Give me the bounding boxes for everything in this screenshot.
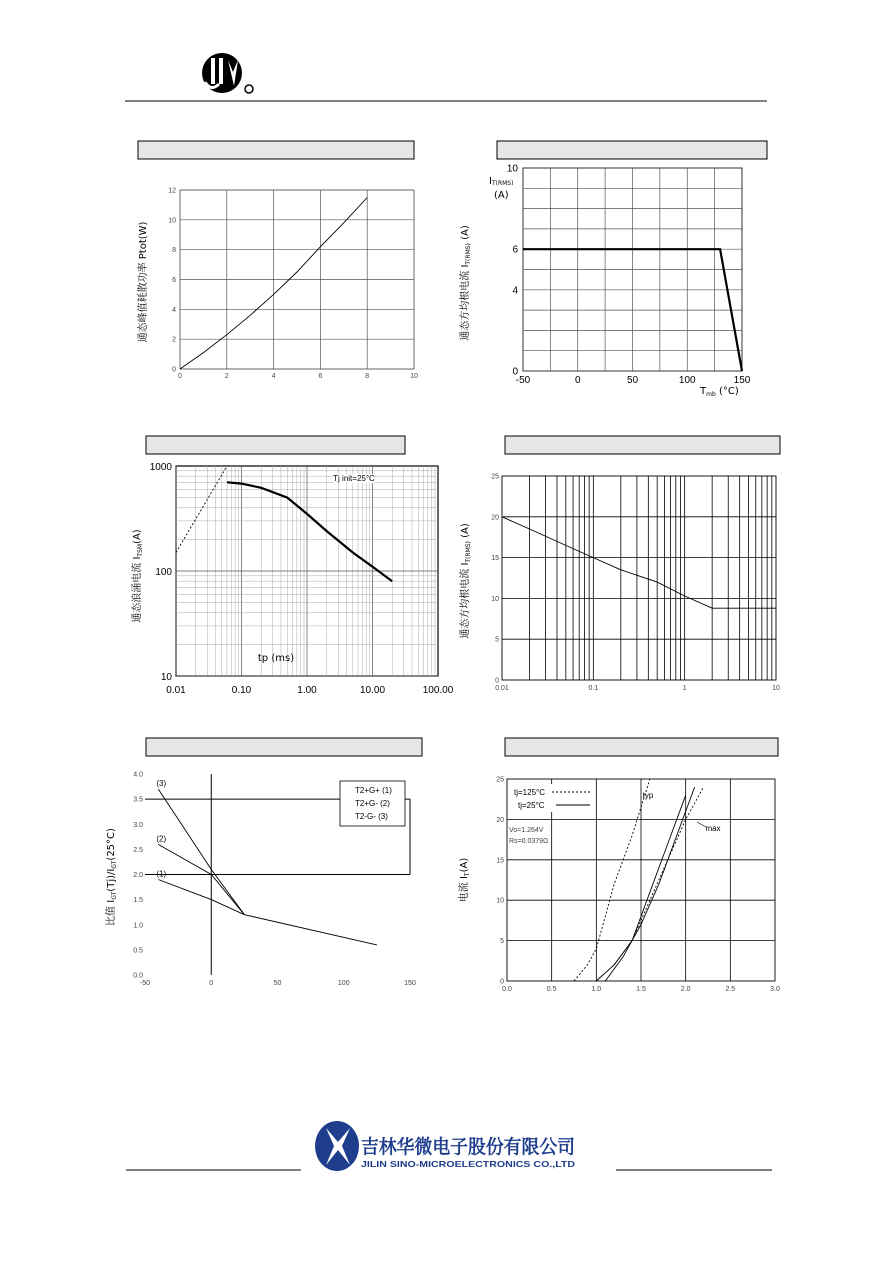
x-tick-label: 150 — [404, 980, 416, 987]
chart-igt — [104, 772, 416, 988]
y-tick-label: 4.0 — [133, 771, 143, 779]
plot-frame — [502, 476, 776, 680]
y-corner-label — [489, 176, 513, 187]
y-axis-label-part: 电流 I — [459, 876, 470, 903]
y-corner-label-sub: T(RMS) — [491, 180, 514, 187]
x-tick-label: 100.00 — [422, 685, 454, 696]
y-tick-label: 6 — [172, 277, 176, 284]
x-tick-label: 0.0 — [502, 986, 512, 993]
y-tick-label: 0 — [495, 677, 499, 685]
y-tick-label: 1.5 — [133, 897, 143, 905]
x-tick-label: 1.00 — [297, 685, 317, 696]
y-axis-label-part: (A) — [132, 529, 143, 544]
chart-itvt — [457, 777, 780, 994]
footer-logo — [315, 1121, 359, 1171]
y-tick-label: 3.5 — [133, 796, 143, 804]
x-axis-label-sub: mb — [706, 391, 716, 398]
y-axis-label-part: T — [464, 872, 471, 877]
x-tick-label: 0.01 — [166, 685, 186, 696]
chart-itrms-t — [458, 474, 780, 693]
y-tick-label: 20 — [491, 514, 499, 522]
y-tick-label: 15 — [496, 857, 504, 865]
y-axis-label-part: GT — [111, 860, 118, 869]
x-tick-label: 0 — [209, 980, 214, 987]
x-tick-label: 2 — [224, 373, 229, 380]
y-tick-label: 10 — [506, 163, 518, 175]
y-tick-label: 5 — [500, 938, 504, 946]
x-tick-label: 1 — [682, 685, 687, 692]
x-tick-label: 100 — [678, 375, 696, 386]
x-tick-label: 0.1 — [588, 685, 599, 692]
y-axis-label-part: GT — [111, 891, 118, 900]
legend-entry-1: T2+G+ (1) — [355, 786, 392, 795]
y-tick-label: 15 — [491, 555, 499, 563]
x-tick-label: 1.0 — [591, 986, 602, 993]
y-axis-label — [136, 221, 149, 342]
y-axis-label-part: (25°C) — [106, 828, 117, 861]
series-line-1 — [158, 880, 377, 945]
y-tick-label: 20 — [496, 816, 504, 824]
y-tick-label: 0 — [500, 978, 504, 986]
y-tick-label: 100 — [155, 567, 172, 578]
y-tick-label: 8 — [172, 247, 176, 255]
x-tick-label: 1.5 — [636, 986, 646, 993]
series-label-2: (2) — [156, 834, 167, 844]
x-tick-label: 50 — [626, 375, 639, 386]
x-tick-label: 0 — [574, 375, 581, 386]
chart-itsm — [130, 462, 454, 696]
chart-itrms-tmb — [458, 164, 751, 399]
annotation-typ: typ — [642, 791, 654, 800]
x-tick-label: -50 — [139, 980, 151, 987]
annotation-tj: Tj init=25°C — [333, 474, 375, 483]
y-axis-label — [130, 529, 144, 623]
x-axis-label: tp (ms) — [257, 653, 295, 664]
header-logo — [202, 53, 253, 93]
x-tick-label: 6 — [318, 373, 323, 380]
y-corner-unit: (A) — [494, 190, 509, 201]
x-tick-label: 8 — [365, 373, 370, 380]
y-axis-label-part: (Tj)/I — [106, 868, 117, 892]
x-tick-label: 0.01 — [495, 685, 509, 692]
y-tick-label: 2.5 — [133, 846, 143, 854]
y-axis-label-part: T(RMS) — [465, 243, 472, 265]
y-tick-label: 4 — [512, 285, 518, 297]
x-tick-label: 100 — [337, 980, 350, 987]
y-tick-label: 0 — [172, 366, 176, 374]
chart-title-bar-6 — [505, 738, 778, 756]
legend-entry-1: tj=125°C — [514, 788, 545, 797]
chart-title-bar-2 — [497, 141, 767, 159]
y-tick-label: 3.0 — [133, 821, 143, 829]
y-tick-label: 10 — [491, 595, 499, 603]
x-tick-label: 150 — [733, 375, 751, 386]
y-axis-label-part: 通态峰值耗散功率 Ptot(W) — [138, 221, 149, 343]
y-corner-label-main: I — [489, 176, 492, 187]
chart-ptot — [136, 188, 418, 381]
x-tick-label: 0.10 — [231, 685, 252, 696]
y-tick-label: 2.0 — [133, 872, 143, 879]
y-axis-label — [457, 858, 471, 903]
y-tick-label: 10 — [168, 217, 176, 225]
series-label-1: (1) — [156, 869, 167, 879]
chart-title-bar-3 — [146, 436, 405, 454]
x-tick-label: 2.5 — [725, 986, 736, 993]
footer-company-en: JILIN SINO-MICROELECTRONICS CO.,LTD — [361, 1159, 575, 1169]
x-tick-label: 10 — [772, 685, 780, 692]
y-axis-label-part: (A) — [460, 225, 471, 244]
y-tick-label: 0.0 — [133, 972, 143, 980]
x-axis-label-unit: (°C) — [715, 386, 739, 397]
legend-entry-3: T2-G- (3) — [355, 812, 388, 821]
x-tick-label: 0.5 — [546, 986, 557, 993]
y-tick-label: 2 — [172, 336, 176, 344]
annotation-max: max — [705, 824, 721, 833]
y-tick-label: 10 — [496, 897, 504, 905]
y-tick-label: 12 — [168, 187, 176, 195]
x-tick-label: 10 — [410, 373, 418, 380]
legend-entry-2: tj=25°C — [518, 801, 545, 810]
y-tick-label: 25 — [496, 776, 504, 784]
y-axis-label-part: TSM — [137, 543, 144, 557]
x-tick-label: 50 — [273, 980, 282, 987]
chart-title-bar-1 — [138, 141, 414, 159]
y-axis-label-part: 通态浪涌电流 I — [132, 556, 143, 623]
y-tick-label: 0 — [512, 366, 518, 378]
y-tick-label: 5 — [495, 636, 499, 644]
footer-company-cn: 吉林华微电子股份有限公司 — [361, 1136, 590, 1158]
y-axis-label — [458, 523, 472, 639]
x-tick-label: 2.0 — [680, 986, 691, 993]
y-axis-label-part: 通态方均根电流 I — [460, 264, 471, 341]
y-axis-label-part: 通态方均根电流 I — [460, 562, 471, 639]
y-axis-label-part: 比值 I — [106, 899, 117, 926]
y-axis-label-part: (A) — [460, 523, 471, 542]
x-tick-label: 4 — [271, 373, 276, 380]
y-axis-label-part: T(RMS) — [465, 541, 472, 563]
y-axis-label-part: (A) — [459, 857, 470, 873]
chart-title-bar-4 — [505, 436, 780, 454]
param-vo: Vo=1.264V — [509, 827, 544, 834]
legend-entry-2: T2+G- (2) — [355, 799, 390, 808]
x-tick-label: 0 — [178, 373, 182, 380]
y-tick-label: 4 — [172, 306, 176, 314]
param-rs: Rs=0.0379Ω — [509, 838, 549, 845]
y-tick-label: 10 — [160, 672, 172, 683]
x-tick-label: 10.00 — [359, 685, 386, 696]
x-axis-label-main: T — [700, 386, 707, 397]
y-tick-label: 6 — [512, 244, 518, 256]
x-tick-label: -50 — [515, 375, 531, 386]
y-tick-label: 1000 — [149, 462, 172, 473]
chart-title-bar-5 — [146, 738, 422, 756]
y-tick-label: 1.0 — [133, 922, 143, 930]
y-axis-label — [458, 225, 472, 341]
x-axis-label — [699, 386, 739, 398]
y-tick-label: 0.5 — [133, 947, 143, 955]
series-label-3: (3) — [156, 779, 167, 789]
x-tick-label: 3.0 — [770, 986, 780, 993]
y-tick-label: 25 — [491, 473, 499, 481]
y-axis-label — [104, 828, 118, 926]
